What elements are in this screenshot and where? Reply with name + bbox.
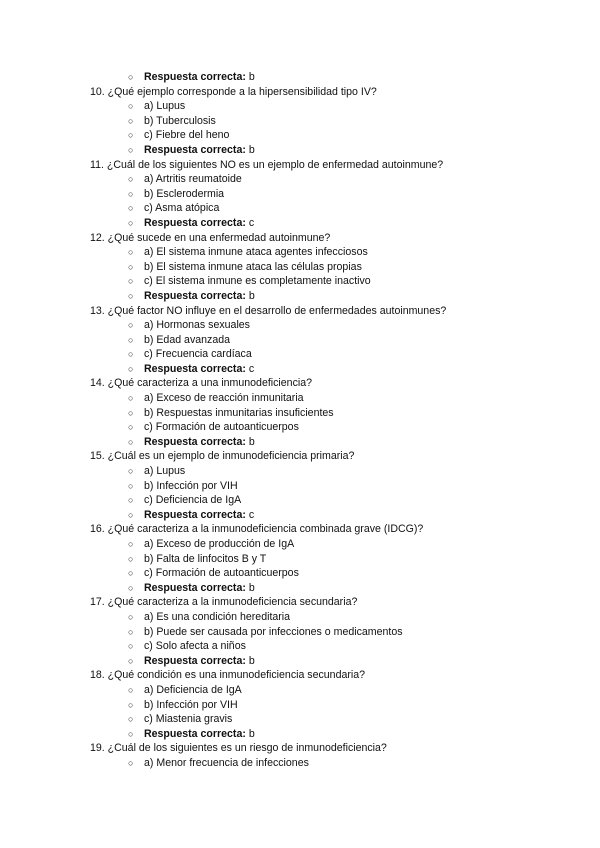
bullet-icon: ○ xyxy=(128,757,134,768)
bullet-icon: ○ xyxy=(128,72,134,82)
option-text: b) Edad avanzada xyxy=(144,333,230,346)
answer-value: c xyxy=(248,508,255,521)
option-item xyxy=(0,625,600,640)
option-text: a) Deficiencia de IgA xyxy=(144,683,242,696)
answer-line xyxy=(0,508,600,523)
bullet-icon: ○ xyxy=(128,495,134,506)
bullet-icon: ○ xyxy=(128,144,134,155)
option-item xyxy=(0,756,600,771)
bullet-icon: ○ xyxy=(128,247,134,258)
answer-label: Respuesta correcta: xyxy=(144,508,246,521)
question-text: 16. ¿Qué caracteriza a la inmunodeficiencia combinada grave (IDCG)? xyxy=(90,523,424,536)
option-text: a) Lupus xyxy=(144,100,186,113)
bullet-icon: ○ xyxy=(128,130,134,141)
answer-label: Respuesta correcta: xyxy=(144,727,246,740)
bullet-icon: ○ xyxy=(128,714,134,725)
answer-line xyxy=(0,654,600,669)
bullet-icon: ○ xyxy=(128,611,134,622)
answer-line xyxy=(0,289,600,304)
bullet-icon: ○ xyxy=(128,728,134,739)
answer-line xyxy=(0,581,600,596)
option-item xyxy=(0,245,600,260)
option-item xyxy=(0,698,600,713)
option-text: c) El sistema inmune es completamente inactivo xyxy=(144,275,371,288)
option-text: c) Miastenia gravis xyxy=(144,713,233,726)
bullet-icon: ○ xyxy=(128,655,134,666)
option-item xyxy=(0,260,600,275)
answer-label: Respuesta correcta: xyxy=(144,362,246,375)
answer-label: Respuesta correcta: xyxy=(144,71,246,83)
answer-value: b xyxy=(248,581,255,594)
bullet-icon: ○ xyxy=(128,699,134,710)
answer-line xyxy=(0,362,600,377)
option-text: a) Artritis reumatoide xyxy=(144,173,242,186)
answer-line xyxy=(0,70,600,85)
answer-value: b xyxy=(248,727,255,740)
answer-value: b xyxy=(248,143,255,156)
question-text: 13. ¿Qué factor NO influye en el desarrollo de enfermedades autoinmunes? xyxy=(90,304,447,317)
option-text: c) Fiebre del heno xyxy=(144,129,230,142)
bullet-icon: ○ xyxy=(128,261,134,272)
bullet-icon: ○ xyxy=(128,553,134,564)
bullet-icon: ○ xyxy=(128,582,134,593)
bullet-icon: ○ xyxy=(128,480,134,491)
option-item xyxy=(0,128,600,143)
bullet-icon: ○ xyxy=(128,684,134,695)
option-text: c) Deficiencia de IgA xyxy=(144,494,242,507)
option-text: a) Lupus xyxy=(144,465,186,478)
question-text: 19. ¿Cuál de los siguientes es un riesgo de inmunodeficiencia? xyxy=(90,742,387,755)
option-text: a) Exceso de producción de IgA xyxy=(144,538,295,550)
option-item xyxy=(0,114,600,129)
bullet-icon: ○ xyxy=(128,422,134,433)
bullet-icon: ○ xyxy=(128,641,134,652)
answer-label: Respuesta correcta: xyxy=(144,435,246,448)
bullet-icon: ○ xyxy=(128,290,134,301)
option-text: b) Respuestas inmunitarias insuficientes xyxy=(144,406,334,419)
option-text: b) Tuberculosis xyxy=(144,114,216,127)
option-text: a) Es una condición hereditaria xyxy=(144,610,291,623)
answer-line xyxy=(0,727,600,742)
option-text: c) Solo afecta a niños xyxy=(144,640,246,653)
option-text: c) Formación de autoanticuerpos xyxy=(144,567,299,580)
question-text: 14. ¿Qué caracteriza a una inmunodeficiencia? xyxy=(90,377,313,390)
question-text: 17. ¿Qué caracteriza a la inmunodeficiencia secundaria? xyxy=(90,596,358,609)
option-text: a) Exceso de reacción inmunitaria xyxy=(144,392,304,405)
option-item xyxy=(0,187,600,202)
option-text: b) El sistema inmune ataca las células propias xyxy=(144,260,362,273)
option-text: a) Hormonas sexuales xyxy=(144,319,250,332)
question-text: 10. ¿Qué ejemplo corresponde a la hipersensibilidad tipo IV? xyxy=(90,85,377,98)
option-item xyxy=(0,347,600,362)
option-text: b) Puede ser causada por infecciones o medicamentos xyxy=(144,625,403,638)
bullet-icon: ○ xyxy=(128,363,134,374)
option-text: b) Infección por VIH xyxy=(144,479,238,492)
bullet-icon: ○ xyxy=(128,626,134,637)
bullet-icon: ○ xyxy=(128,466,134,477)
option-item xyxy=(0,537,600,552)
answer-value: b xyxy=(248,654,255,667)
bullet-icon: ○ xyxy=(128,539,134,549)
answer-line xyxy=(0,143,600,158)
question-text: 12. ¿Qué sucede en una enfermedad autoinmune? xyxy=(90,231,331,244)
option-text: b) Infección por VIH xyxy=(144,698,238,711)
answer-line xyxy=(0,216,600,231)
bullet-icon: ○ xyxy=(128,101,134,112)
bullet-icon: ○ xyxy=(128,568,134,579)
option-item xyxy=(0,552,600,567)
answer-value: b xyxy=(248,289,255,302)
answer-value: b xyxy=(248,435,255,448)
bullet-icon: ○ xyxy=(128,407,134,418)
answer-line xyxy=(0,435,600,450)
option-item xyxy=(0,683,600,698)
option-item xyxy=(0,318,600,333)
option-item xyxy=(0,493,600,508)
bullet-icon: ○ xyxy=(128,217,134,228)
option-item xyxy=(0,391,600,406)
question-text: 11. ¿Cuál de los siguientes NO es un ejemplo de enfermedad autoinmune? xyxy=(90,158,444,171)
question-text: 18. ¿Qué condición es una inmunodeficiencia secundaria? xyxy=(90,669,366,682)
option-text: b) Esclerodermia xyxy=(144,187,225,200)
option-text: c) Frecuencia cardíaca xyxy=(144,348,252,361)
answer-label: Respuesta correcta: xyxy=(144,216,246,229)
bullet-icon: ○ xyxy=(128,334,134,345)
question-text: 15. ¿Cuál es un ejemplo de inmunodeficiencia primaria? xyxy=(90,450,355,463)
bullet-icon: ○ xyxy=(128,203,134,214)
bullet-icon: ○ xyxy=(128,174,134,185)
bullet-icon: ○ xyxy=(128,393,134,404)
document-page xyxy=(0,70,600,771)
answer-value: c xyxy=(248,216,255,229)
option-text: b) Falta de linfocitos B y T xyxy=(144,552,267,565)
option-item xyxy=(0,274,600,289)
option-item xyxy=(0,464,600,479)
answer-label: Respuesta correcta: xyxy=(144,581,246,594)
answer-label: Respuesta correcta: xyxy=(144,143,246,156)
option-item xyxy=(0,420,600,435)
option-text: a) Menor frecuencia de infecciones xyxy=(144,756,309,769)
answer-label: Respuesta correcta: xyxy=(144,654,246,667)
option-text: a) El sistema inmune ataca agentes infecciosos xyxy=(144,246,368,259)
bullet-icon: ○ xyxy=(128,349,134,360)
option-text: c) Formación de autoanticuerpos xyxy=(144,421,299,434)
bullet-icon: ○ xyxy=(128,509,134,520)
bullet-icon: ○ xyxy=(128,188,134,199)
bullet-icon: ○ xyxy=(128,276,134,287)
option-item xyxy=(0,201,600,216)
option-item xyxy=(0,610,600,625)
answer-value: c xyxy=(248,362,255,375)
option-item xyxy=(0,712,600,727)
option-item xyxy=(0,639,600,654)
option-item xyxy=(0,406,600,421)
option-item xyxy=(0,172,600,187)
bullet-icon: ○ xyxy=(128,115,134,126)
bullet-icon: ○ xyxy=(128,320,134,331)
bullet-icon: ○ xyxy=(128,436,134,447)
option-item xyxy=(0,566,600,581)
option-item xyxy=(0,333,600,348)
option-item xyxy=(0,479,600,494)
answer-label: Respuesta correcta: xyxy=(144,289,246,302)
answer-value: b xyxy=(248,71,255,83)
option-text: c) Asma atópica xyxy=(144,202,220,215)
option-item xyxy=(0,99,600,114)
